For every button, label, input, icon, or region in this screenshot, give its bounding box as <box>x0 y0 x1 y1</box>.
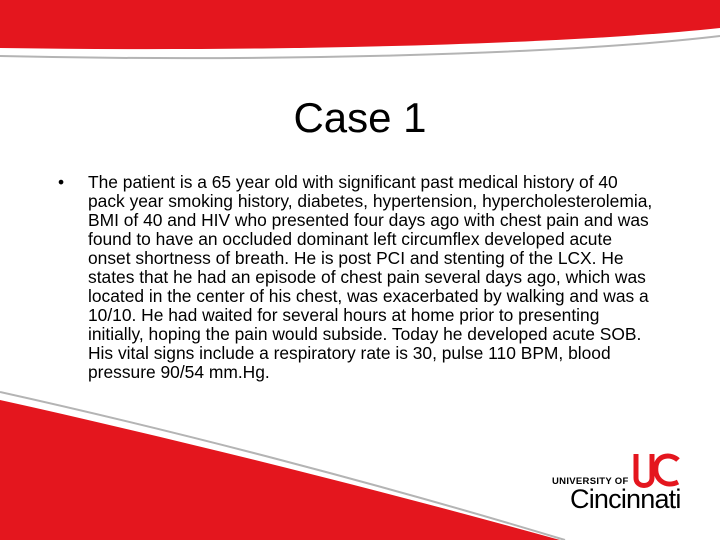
university-logo <box>548 452 693 524</box>
top-red-swoosh <box>0 0 720 49</box>
bullet-list <box>58 173 658 382</box>
bullet-text: The patient is a 65 year old with significant past medical history of 40 pack year smoking history, diabetes, hypertension, hypercholesterolemia, BMI of 40 and HIV who presented four days ago with chest pain and was found to have an occluded dominant left circumflex developed acute onset shortness of breath. He is post PCI and stenting of the LCX. He states that he had an episode of chest pain several days ago, which was located in the center of his chest, was exacerbated by walking and was a 10/10. He had waited for several hours at home prior to presenting initially, hoping the pain would subside. Today he developed acute SOB. His vital signs include a respiratory rate is 30, pulse 110 BPM, blood pressure 90/54 mm.Hg. <box>88 172 653 382</box>
bullet-item <box>58 173 658 382</box>
logo-cincinnati: Cincinnati <box>570 484 681 514</box>
bullet-dot: • <box>58 172 65 192</box>
logo-university-of: UNIVERSITY OF <box>552 476 629 487</box>
slide-title: Case 1 <box>293 94 427 141</box>
bottom-red-swoosh <box>0 400 560 540</box>
